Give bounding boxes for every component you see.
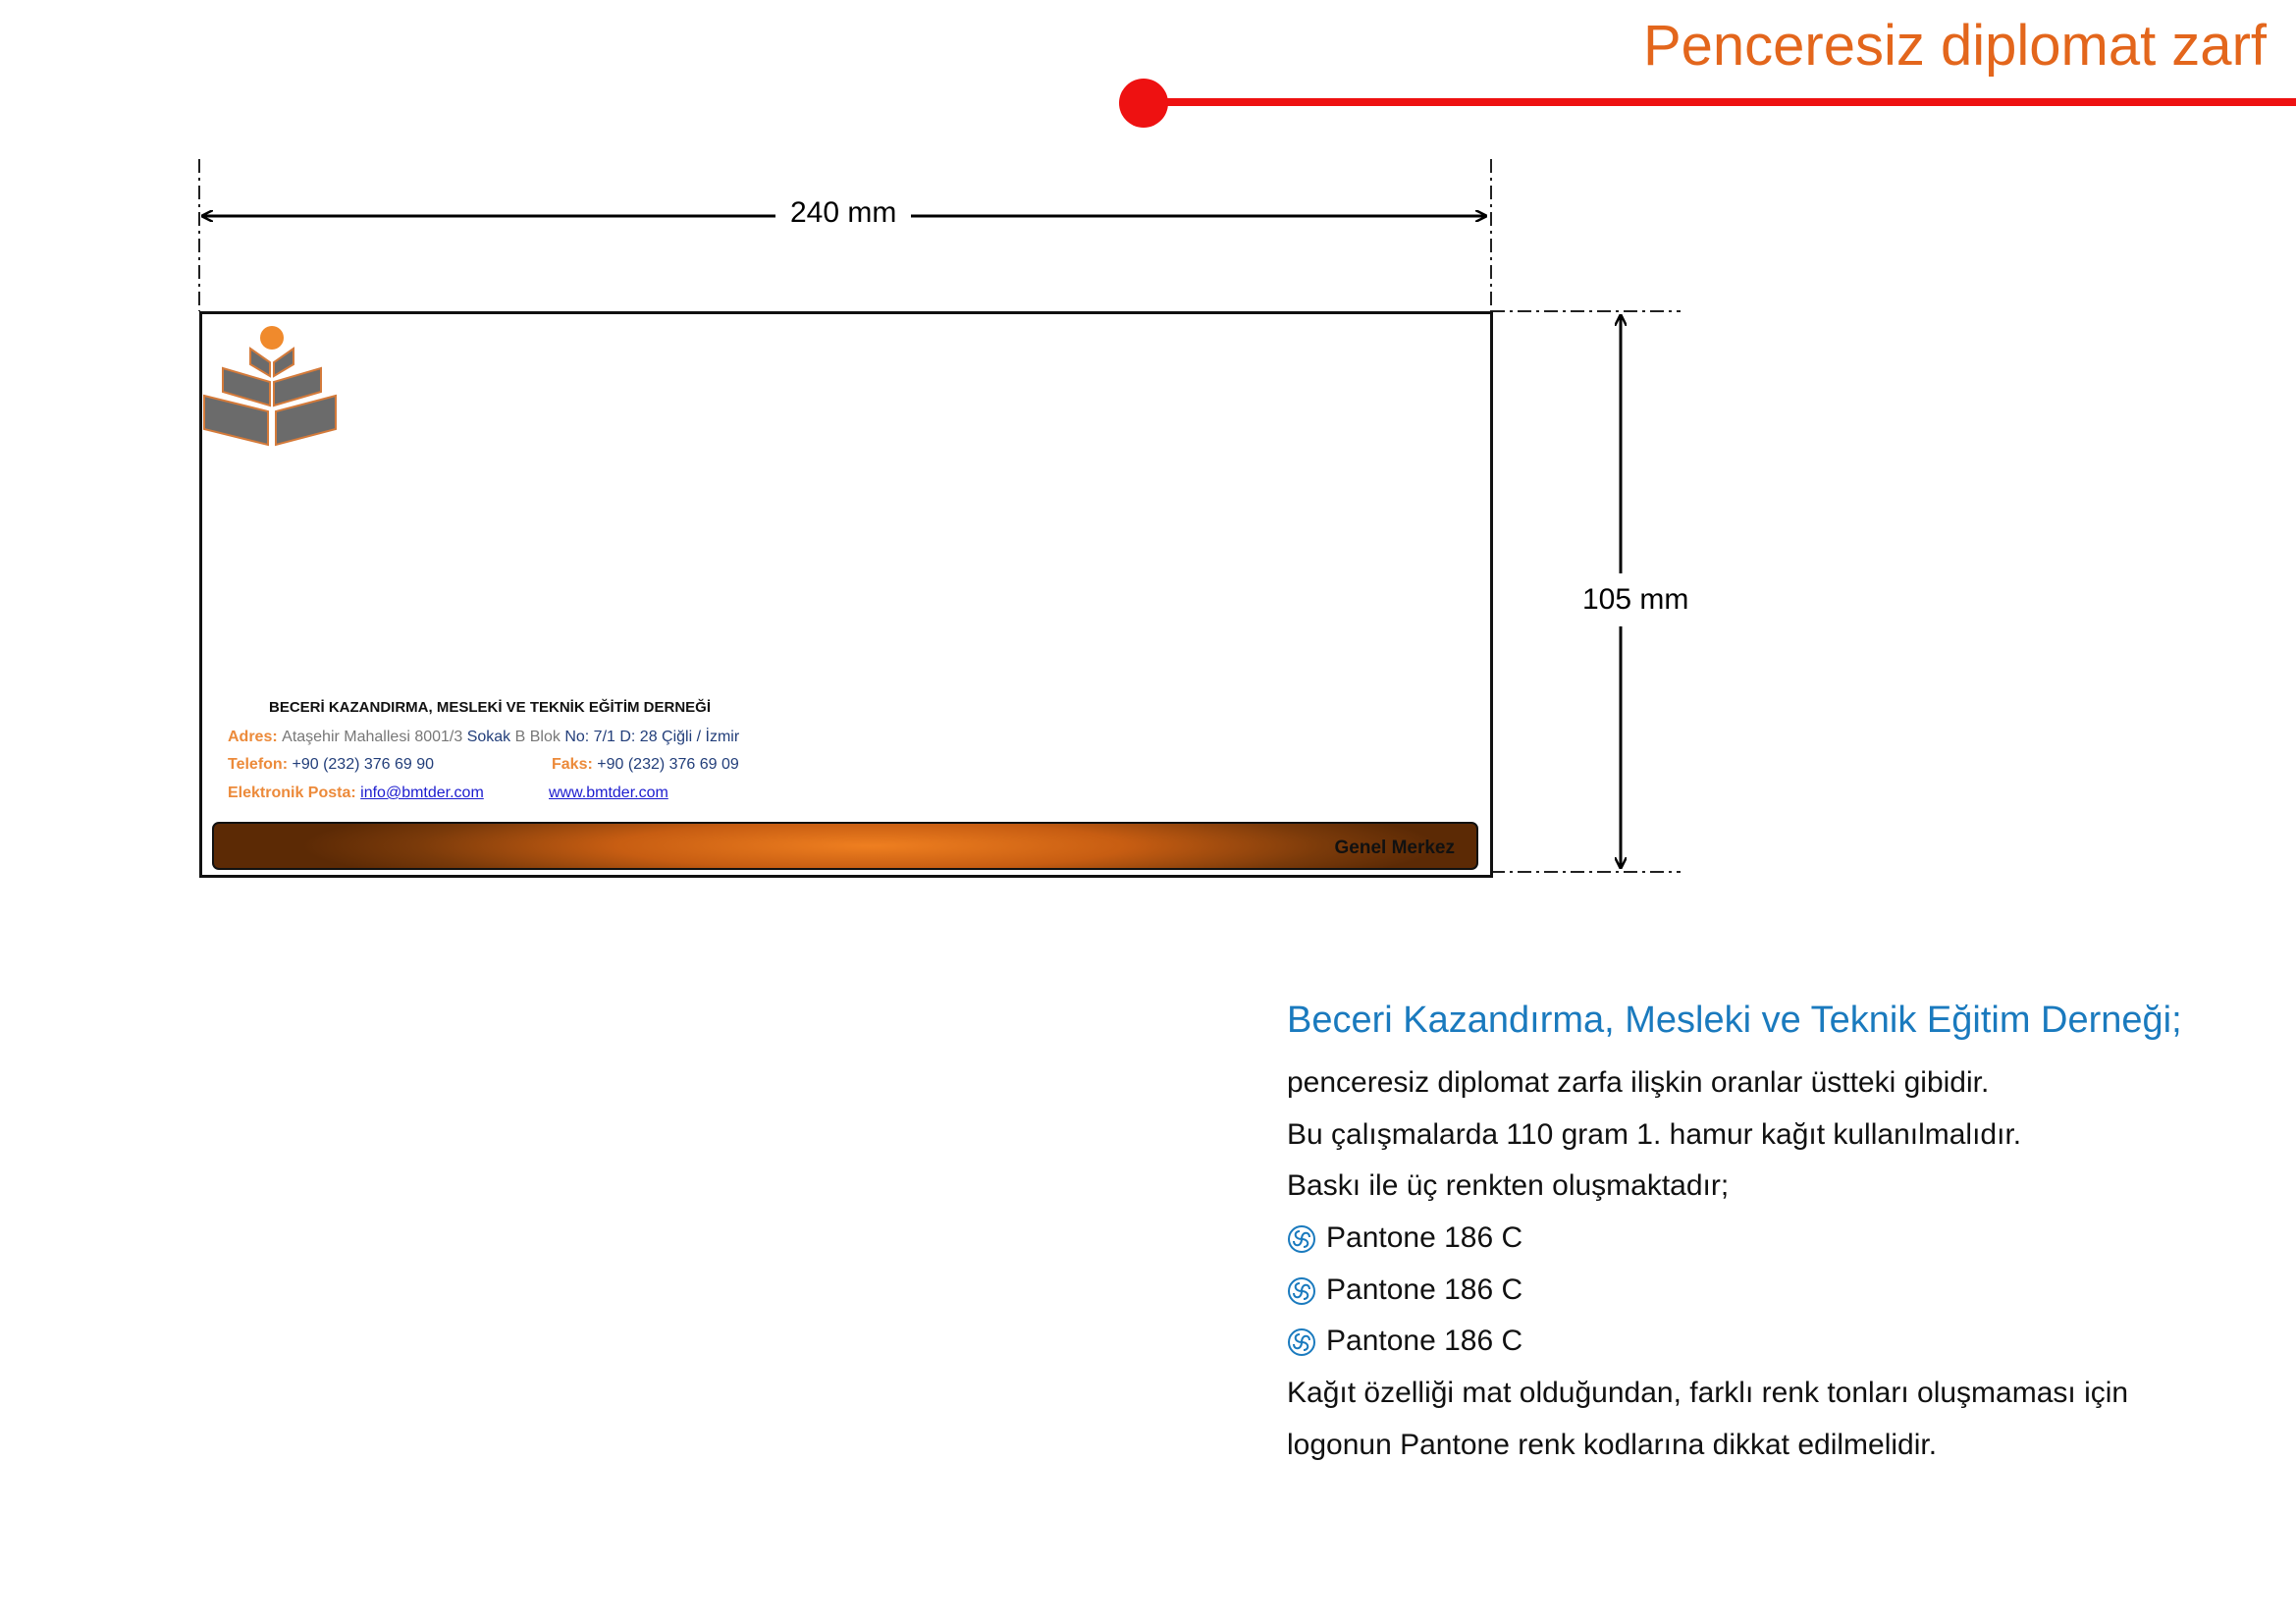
email-label: Elektronik Posta — [228, 785, 351, 801]
bmtder-logo-icon — [201, 321, 339, 451]
address-part4: No: 7/1 D: 28 Çiğli / İzmir — [564, 729, 740, 745]
website-link[interactable]: www.bmtder.com — [549, 785, 668, 801]
description-line-4: Kağıt özelliği mat olduğundan, farklı renk tonları oluşmaması için — [1287, 1377, 2129, 1409]
description-line-2: Bu çalışmalarda 110 gram 1. hamur kağıt kullanılmalıdır. — [1287, 1118, 2022, 1151]
swirl-bullet-icon — [1287, 1276, 1316, 1306]
address-label: Adres — [228, 729, 273, 745]
pantone-item-3: Pantone 186 C — [1326, 1325, 1523, 1357]
height-dimension-label: 105 mm — [1578, 573, 1692, 626]
description-line-5: logonun Pantone renk kodlarına dikkat edilmelidir. — [1287, 1429, 1938, 1461]
envelope-footer-band — [212, 822, 1478, 870]
swirl-bullet-icon — [1287, 1327, 1316, 1357]
description-title: Beceri Kazandırma, Mesleki ve Teknik Eğitim Derneği; — [1287, 1000, 2182, 1041]
envelope-address-line: Adres: Ataşehir Mahallesi 8001/3 Sokak B Blok No: 7/1 D: 28 Çiğli / İzmir — [228, 729, 740, 745]
swirl-bullet-icon — [1287, 1224, 1316, 1254]
envelope-website-line — [549, 785, 668, 801]
page-title: Penceresiz diplomat zarf — [1642, 14, 2267, 78]
fax-label: Faks — [552, 756, 588, 773]
fax-value: +90 (232) 376 69 09 — [597, 756, 739, 773]
address-part3: B Blok — [514, 729, 561, 745]
email-link[interactable]: info@bmtder.com — [360, 785, 484, 801]
phone-label: Telefon — [228, 756, 283, 773]
envelope-fax-line: Faks: +90 (232) 376 69 09 — [552, 756, 739, 773]
envelope-org-name: BECERİ KAZANDIRMA, MESLEKİ VE TEKNİK EĞİTİM DERNEĞİ — [269, 699, 712, 716]
pantone-item-2: Pantone 186 C — [1326, 1273, 1523, 1306]
band-label: Genel Merkez — [1334, 838, 1455, 858]
phone-value: +90 (232) 376 69 90 — [292, 756, 435, 773]
envelope-email-line: Elektronik Posta: info@bmtder.com — [228, 785, 484, 801]
address-part1: Ataşehir Mahallesi 8001/3 — [282, 729, 463, 745]
description-line-3: Baskı ile üç renkten oluşmaktadır; — [1287, 1169, 1730, 1202]
description-line-1: penceresiz diplomat zarfa ilişkin oranlar üstteki gibidir. — [1287, 1066, 1990, 1099]
pantone-item-1: Pantone 186 C — [1326, 1221, 1523, 1254]
address-part2: Sokak — [466, 729, 511, 745]
envelope-phone-line: Telefon: +90 (232) 376 69 90 — [228, 756, 435, 773]
width-dimension-label: 240 mm — [775, 198, 911, 228]
